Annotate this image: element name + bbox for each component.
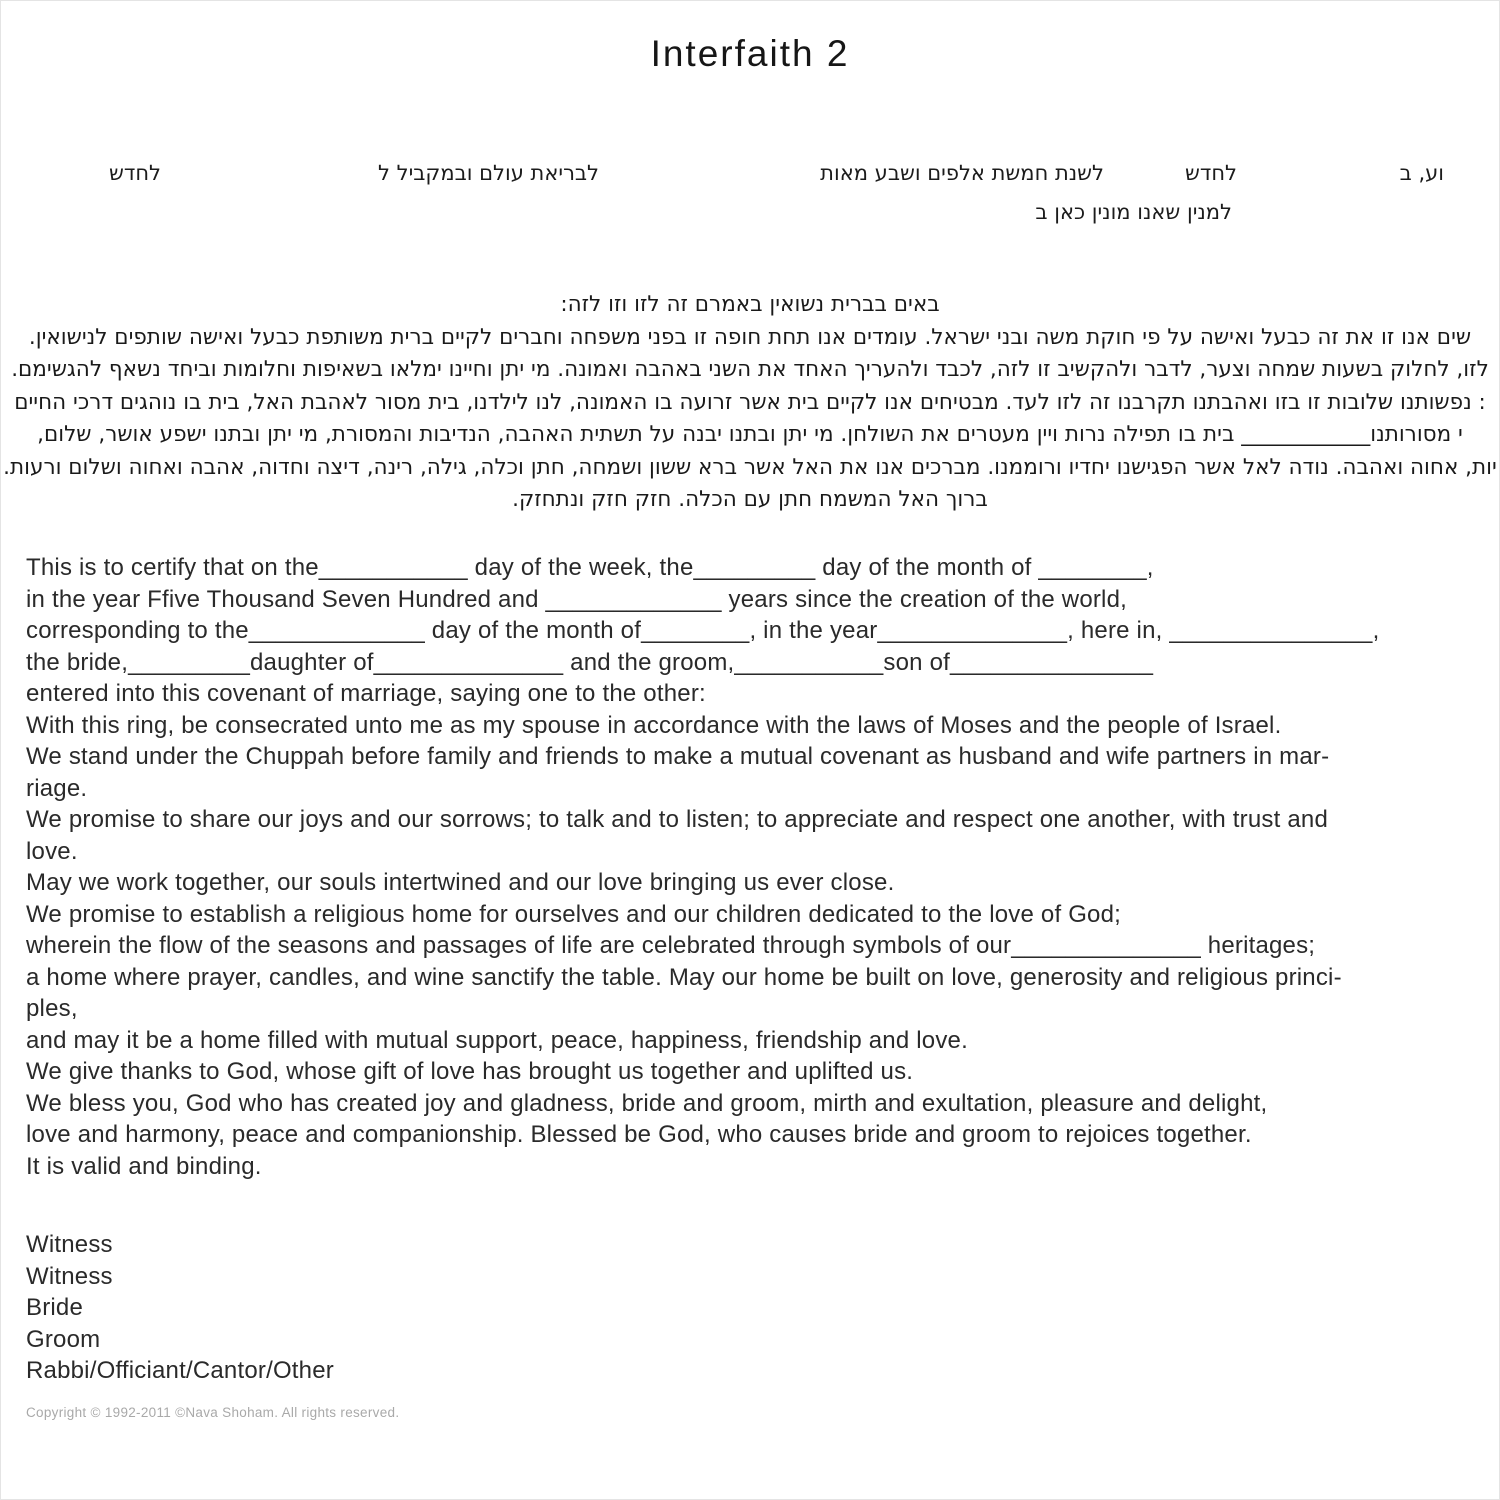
- english-text-line: We bless you, God who has created joy and gladness, bride and groom, mirth and exultation, pleasure and delight,: [26, 1089, 1268, 1117]
- hebrew-paragraph-line: לזו, לחלוק בשעות שמחה וצער, לדבר ולהקשיב זו לזה, לכבד ולהעריך האחד את השני באהבה ואמונה. מי יתן וחיינו ימלאו בשאיפות וחלומות וביחד נשאף להגשימם.: [11, 357, 1489, 382]
- hebrew-date-month-label: לחדש: [1185, 161, 1237, 185]
- english-text-line: riage.: [26, 774, 88, 802]
- hebrew-date-year-text: לשנת חמשת אלפים ושבע מאות: [820, 161, 1104, 185]
- hebrew-date-fragment: וע, ב: [1399, 161, 1444, 185]
- hebrew-paragraph-line: : נפשותנו שלובות זו בזו ואהבתנו תקרבנו זה לזו לעד. מבטיחים אנו לקיים בית אשר זרועה בו האמונה, לנו לילדנו, בית מסור לאהבת האל, בית בו נוהגים דרכי החיים: [14, 389, 1486, 415]
- english-text-line: We give thanks to God, whose gift of love has brought us together and uplifted us.: [26, 1058, 914, 1085]
- english-text-line: love and harmony, peace and companionship. Blessed be God, who causes bride and groom to rejoices together.: [26, 1121, 1252, 1148]
- hebrew-paragraph-line: י מסורותנו____________ בית בו תפילה נרות ויין מעטרים את השולחן. מי יתן ובתנו יבנה על תשתית האהבה, הנדיבות והמסורת, מי יתן ובתנו ישפע אושר, שלום,: [37, 422, 1463, 447]
- signature-label-bride: Bride: [26, 1294, 84, 1321]
- english-text-line: entered into this covenant of marriage, saying one to the other:: [26, 680, 706, 707]
- hebrew-date-count-text: למנין שאנו מונין כאן ב: [1035, 200, 1232, 224]
- page-title: Interfaith 2: [650, 33, 850, 74]
- hebrew-paragraph-line: שים אנו זו את זה כבעל ואישה על פי חוקת משה ובני ישראל. עומדים אנו תחת חופה זו בפני משפחה וחברים לקיים ברית משותפת כבעל ואישה שותפים לנישואין.: [28, 324, 1472, 350]
- english-text-line: This is to certify that on the___________ day of the week, the_________ day of the month of ________,: [26, 554, 1154, 581]
- english-paragraph: [26, 552, 1491, 1182]
- signature-block: [26, 1229, 334, 1387]
- signature-label-witness-2: Witness: [26, 1262, 113, 1290]
- english-text-line: a home where prayer, candles, and wine sanctify the table. May our home be built on love, generosity and religious princi-: [26, 963, 1342, 991]
- hebrew-date-creation-text: לבריאת עולם ובמקביל ל: [378, 161, 599, 185]
- english-text-line: We promise to share our joys and our sorrows; to talk and to listen; to appreciate and respect one another, with trust and: [26, 806, 1328, 833]
- signature-label-groom: Groom: [26, 1325, 101, 1353]
- english-text-line: It is valid and binding.: [26, 1152, 262, 1180]
- english-text-line: in the year Ffive Thousand Seven Hundred and _____________ years since the creation of the world,: [26, 585, 1128, 613]
- copyright-notice: Copyright © 1992-2011 ©Nava Shoham. All rights reserved.: [26, 1405, 400, 1420]
- english-text-line: corresponding to the_____________ day of the month of________, in the year______________, here in, _______________,: [26, 617, 1380, 644]
- english-text-line: With this ring, be consecrated unto me as my spouse in accordance with the laws of Moses and the people of Israel.: [26, 711, 1282, 739]
- signature-label-witness-1: Witness: [26, 1231, 113, 1258]
- english-text-line: May we work together, our souls intertwined and our love bringing us ever close.: [26, 869, 895, 896]
- english-text-line: love.: [26, 837, 78, 865]
- english-text-line: ples,: [26, 995, 78, 1022]
- hebrew-paragraph-line: ברוך האל המשמח חתן עם הכלה. חזק חזק ונתחזק.: [512, 487, 988, 512]
- english-text-line: and may it be a home filled with mutual support, peace, happiness, friendship and love.: [26, 1026, 968, 1054]
- english-text-line: We promise to establish a religious home for ourselves and our children dedicated to the love of God;: [26, 900, 1122, 928]
- hebrew-date-month-label-2: לחדש: [109, 161, 161, 185]
- english-text-line: We stand under the Chuppah before family and friends to make a mutual covenant as husband and wife partners in mar-: [26, 743, 1330, 770]
- signature-label-officiant: Rabbi/Officiant/Cantor/Other: [26, 1357, 334, 1384]
- english-text-line: wherein the flow of the seasons and passages of life are celebrated through symbols of our______________ heritages;: [26, 932, 1316, 959]
- english-text-line: the bride,_________daughter of______________ and the groom,___________son of_______________: [26, 648, 1154, 676]
- hebrew-paragraph-line: באים בברית נשואין באמרם זה לזו וזו לזה:: [560, 292, 940, 317]
- hebrew-paragraph: [1, 289, 1499, 517]
- hebrew-paragraph-line: יות, אחוה ואהבה. נודה לאל אשר הפגישנו יחדיו ורוממנו. מברכים אנו את האל אשר ברא ששון ושמחה, חתן וכלה, גילה, רינה, דיצה וחדוה, אהבה ואחוה ושלום ורעות.: [3, 454, 1497, 480]
